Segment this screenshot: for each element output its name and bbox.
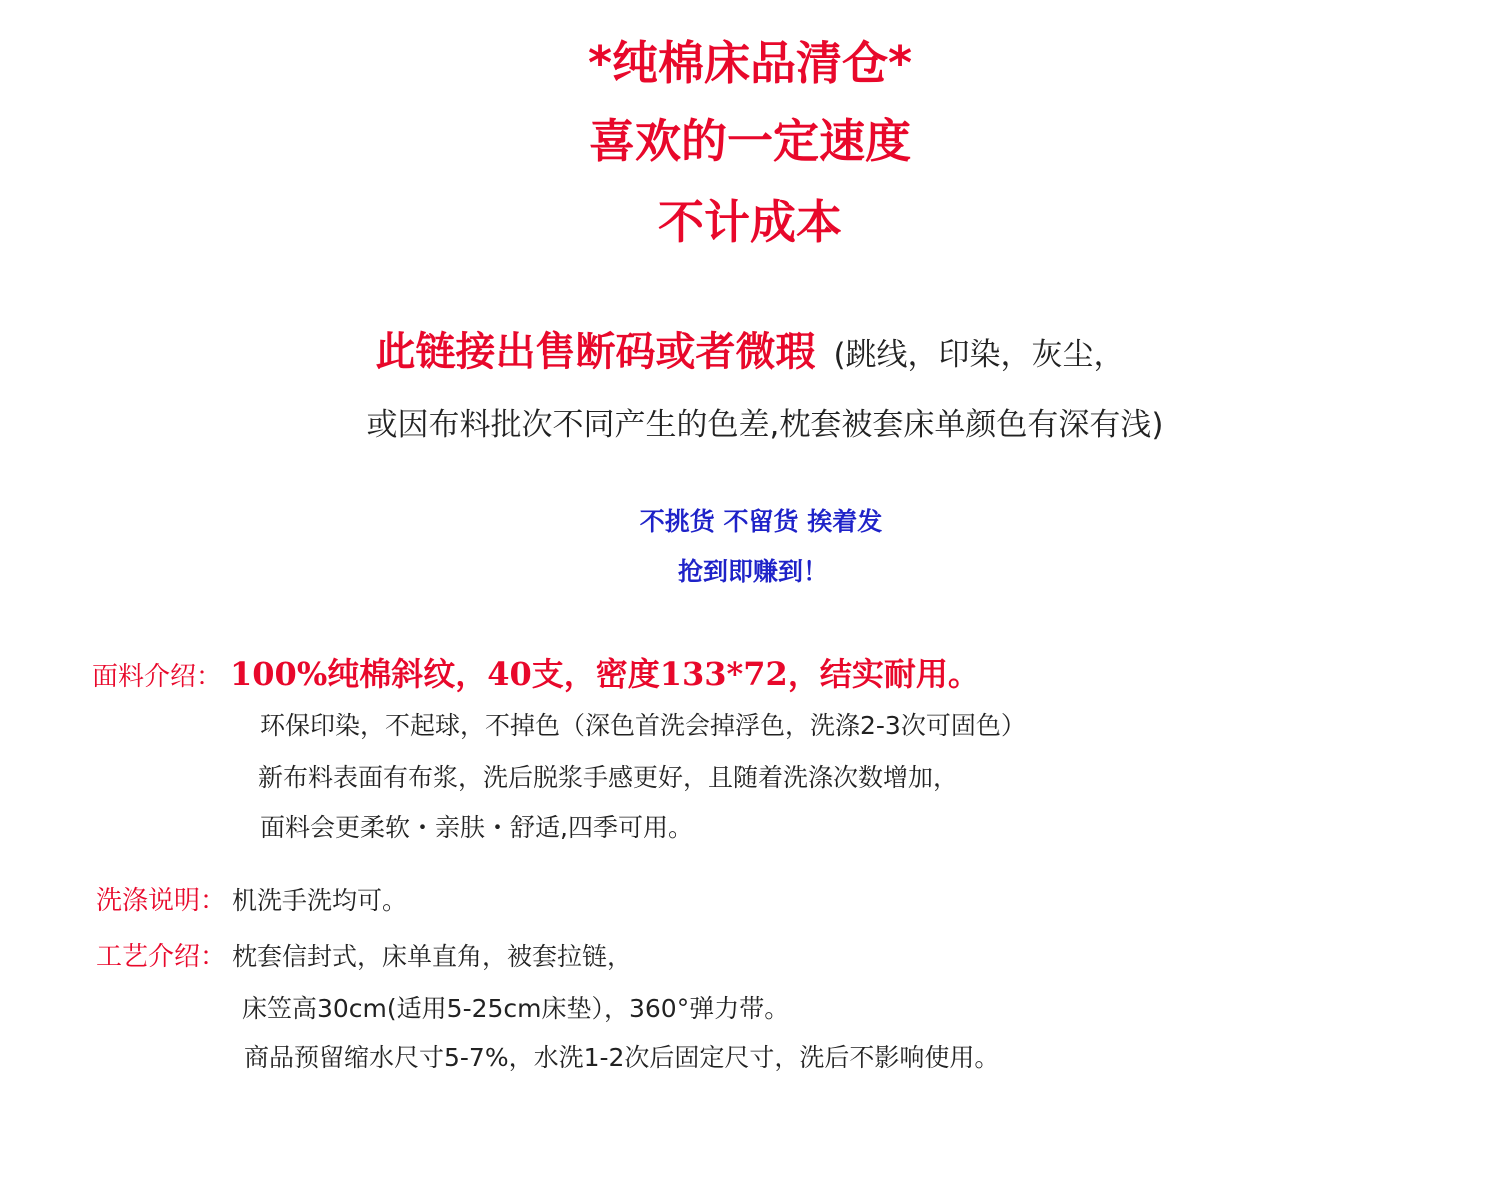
defect-notice-main: 此链接出售断码或者微瑕 bbox=[375, 329, 816, 375]
defect-notice bbox=[0, 328, 1500, 376]
craft-section bbox=[96, 942, 632, 973]
washing-label: 洗涤说明： bbox=[96, 886, 227, 916]
craft-detail-line: 床笠高30cm(适用5-25cm床垫），360°弹力带。 bbox=[242, 994, 790, 1023]
fabric-section bbox=[92, 655, 980, 693]
craft-value: 枕套信封式，床单直角，被套拉链， bbox=[232, 942, 633, 971]
fabric-detail-line: 新布料表面有布浆，洗后脱浆手感更好，且随着洗涤次数增加， bbox=[258, 763, 959, 792]
craft-label: 工艺介绍： bbox=[96, 942, 227, 972]
fabric-detail-line: 面料会更柔软・亲肤・舒适,四季可用。 bbox=[260, 813, 693, 842]
washing-section bbox=[96, 886, 407, 917]
fabric-detail-line: 环保印染，不起球，不掉色（深色首洗会掉浮色，洗涤2-3次可固色） bbox=[260, 711, 1026, 740]
craft-detail-line: 商品预留缩水尺寸5-7%，水洗1-2次后固定尺寸，洗后不影响使用。 bbox=[244, 1043, 1000, 1072]
fabric-label: 面料介绍： bbox=[92, 662, 223, 692]
promo-line-2: 抢到即赚到！ bbox=[677, 557, 828, 586]
defect-notice-detail-2: 或因布料批次不同产生的色差,枕套被套床单颜色有深有浅) bbox=[366, 407, 1164, 443]
promo-line-1: 不挑货 不留货 挨着发 bbox=[639, 507, 883, 536]
fabric-highlight: 100%纯棉斜纹，40支，密度133*72，结实耐用。 bbox=[230, 655, 980, 693]
defect-notice-detail: (跳线，印染，灰尘， bbox=[833, 337, 1125, 373]
washing-value: 机洗手洗均可。 bbox=[232, 886, 408, 915]
headline-no-cost: 不计成本 bbox=[658, 195, 842, 249]
headline-clearance: *纯棉床品清仓* bbox=[587, 36, 913, 90]
headline-hurry: 喜欢的一定速度 bbox=[589, 114, 911, 168]
